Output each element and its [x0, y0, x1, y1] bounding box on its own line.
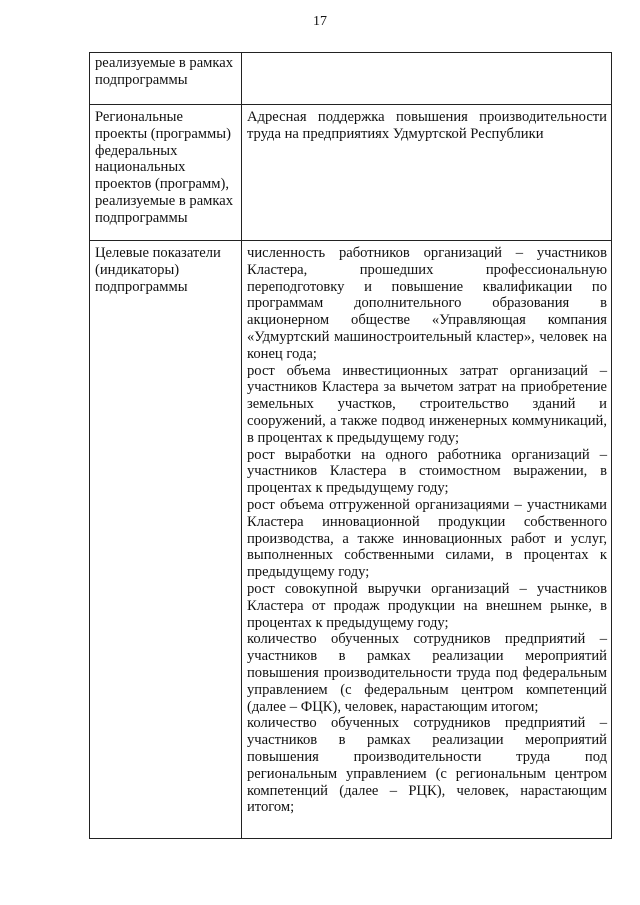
indicator-item: рост совокупной выручки организаций – участников Кластера от продаж продукции на внешнем рынке, в процентах к предыдущему году;: [247, 580, 607, 631]
row-value: Адресная поддержка повышения производительности труда на предприятиях Удмуртской Республики: [247, 109, 607, 142]
indicator-item: рост объема отгруженной организациями – участниками Кластера инновационной продукции собственного производства, а также инновационных работ и услуг, выполненных собственными силами, в процентах к предыдущему году;: [247, 496, 607, 581]
indicator-item: рост выработки на одного работника организаций – участников Кластера в стоимостном выражении, в процентах к предыдущему году;: [247, 446, 607, 497]
row-label: Целевые показатели (индикаторы) подпрограммы: [95, 245, 221, 295]
table-row: [90, 241, 612, 839]
indicator-item: численность работников организаций – участников Кластера, прошедших профессиональную переподготовку и повышение квалификации по программам дополнительного образования в акционерном обществе «Управляющая компания «Удмуртский машиностроительный кластер», человек на конец года;: [247, 245, 607, 362]
page-number: 17: [313, 14, 327, 29]
indicator-item: количество обученных сотрудников предприятий – участников в рамках реализации мероприятий повышения производительности труда под федеральным управлением (с федеральным центром компетенций (далее – ФЦК), человек, нарастающим итогом;: [247, 631, 607, 715]
row-label: реализуемые в рамках подпрограммы: [95, 55, 234, 88]
indicator-item: количество обученных сотрудников предприятий – участников в рамках реализации мероприятий повышения производительности труда под региональным управлением (с региональным центром компетенций (далее – РЦК), человек, нарастающим итогом;: [247, 715, 607, 816]
row-label-cell: [90, 105, 242, 241]
row-value-cell: [242, 105, 612, 241]
table-row: [90, 105, 612, 241]
row-label-cell: [90, 53, 242, 105]
row-value-cell: [242, 241, 612, 839]
table-row: [90, 53, 612, 105]
row-label: Региональные проекты (программы) федеральных национальных проектов (программ), реализуемые в рамках подпрограммы: [95, 109, 234, 226]
row-label-cell: [90, 241, 242, 839]
indicator-item: рост объема инвестиционных затрат организаций – участников Кластера за вычетом затрат на приобретение земельных участков, строительство зданий и сооружений, а также подвод инженерных коммуникаций, в процентах к предыдущему году;: [247, 362, 607, 446]
row-value-cell: [242, 53, 612, 105]
passport-table: [89, 52, 612, 839]
